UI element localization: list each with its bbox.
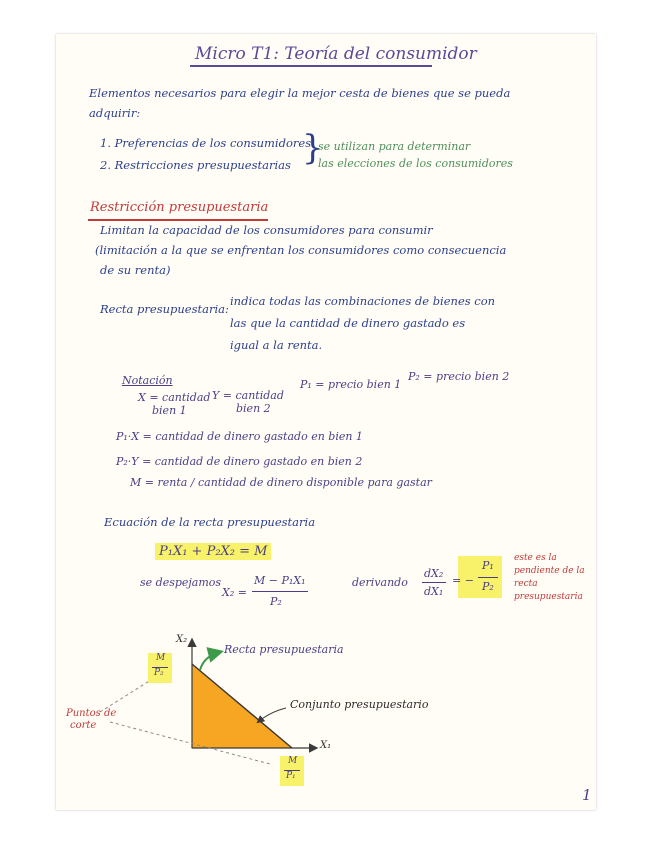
notation-x: X = cantidad [138,391,211,404]
x-cut-numerator: M [288,756,298,766]
page-number: 1 [582,786,592,804]
conjunto-arrow [258,708,286,722]
fraction-denominator: P₂ [270,595,282,608]
derivando-label: derivando [352,576,408,589]
slope-note-2: pendiente de la [514,566,585,576]
def-line-3: de su renta) [100,263,171,277]
notation-m: M = renta / cantidad de dinero disponible para gastar [130,476,432,489]
intro-note-1: se utilizan para determinar [318,140,471,153]
recta-line-3: igual a la renta. [230,338,323,352]
derivative-denominator: dX₁ [424,585,444,598]
intro-line-1: Elementos necesarios para elegir la mejor cesta de bienes que se pueda [89,86,511,100]
x2-equals: X₂ = [222,586,247,599]
notation-x-2: bien 1 [152,404,187,417]
axis-y-label: X₂ [176,634,188,645]
recta-presupuestaria-label: Recta presupuestaria [224,643,344,656]
despejamos-label: se despejamos [140,576,222,589]
slope-denominator: P₂ [482,580,494,593]
notation-p2y: P₂·Y = cantidad de dinero gastado en bien 2 [116,455,363,468]
y-cut-denominator: P₂ [154,668,164,678]
x-cut-denominator: P₁ [286,771,296,781]
recta-arrow [200,652,220,670]
conjunto-presupuestario-label: Conjunto presupuestario [290,698,429,711]
slope-numerator: P₁ [482,559,494,572]
def-line-2: (limitación a la que se enfrentan los consumidores como consecuencia [95,243,507,257]
recta-line-2: las que la cantidad de dinero gastado es [230,316,466,330]
intro-item-1: 1. Preferencias de los consumidores [100,136,312,150]
slope-equals: = − [452,574,474,587]
axis-x-label: X₁ [320,740,332,751]
puntos-de-corte-label-1: Puntos de [66,708,117,719]
notation-p1x: P₁·X = cantidad de dinero gastado en bien 1 [116,430,363,443]
recta-label: Recta presupuestaria: [100,302,229,316]
notation-p1: P₁ = precio bien 1 [300,378,402,391]
slope-note-3: recta [514,579,538,589]
intro-line-2: adquirir: [89,106,141,120]
page-title: Micro T1: Teoría del consumidor [195,44,477,64]
section-heading: Restricción presupuestaria [90,200,269,215]
notation-p2: P₂ = precio bien 2 [408,370,510,383]
main-equation: P₁X₁ + P₂X₂ = M [155,543,271,560]
notation-heading: Notación [122,374,173,387]
equation-heading: Ecuación de la recta presupuestaria [104,515,316,529]
y-cut-numerator: M [156,653,166,663]
intro-note-2: las elecciones de los consumidores [318,157,513,170]
fraction-numerator: M − P₁X₁ [254,574,306,587]
def-line-1: Limitan la capacidad de los consumidores para consumir [100,223,433,237]
notation-y-2: bien 2 [236,402,271,415]
slope-note-1: este es la [514,553,557,563]
puntos-de-corte-label-2: corte [70,720,97,731]
brace: } [302,128,324,168]
derivative-numerator: dX₂ [424,567,444,580]
intro-item-2: 2. Restricciones presupuestarias [100,158,291,172]
slope-note-4: presupuestaria [514,592,583,602]
recta-line-1: indica todas las combinaciones de bienes con [230,294,496,308]
notation-y: Y = cantidad [212,389,284,402]
